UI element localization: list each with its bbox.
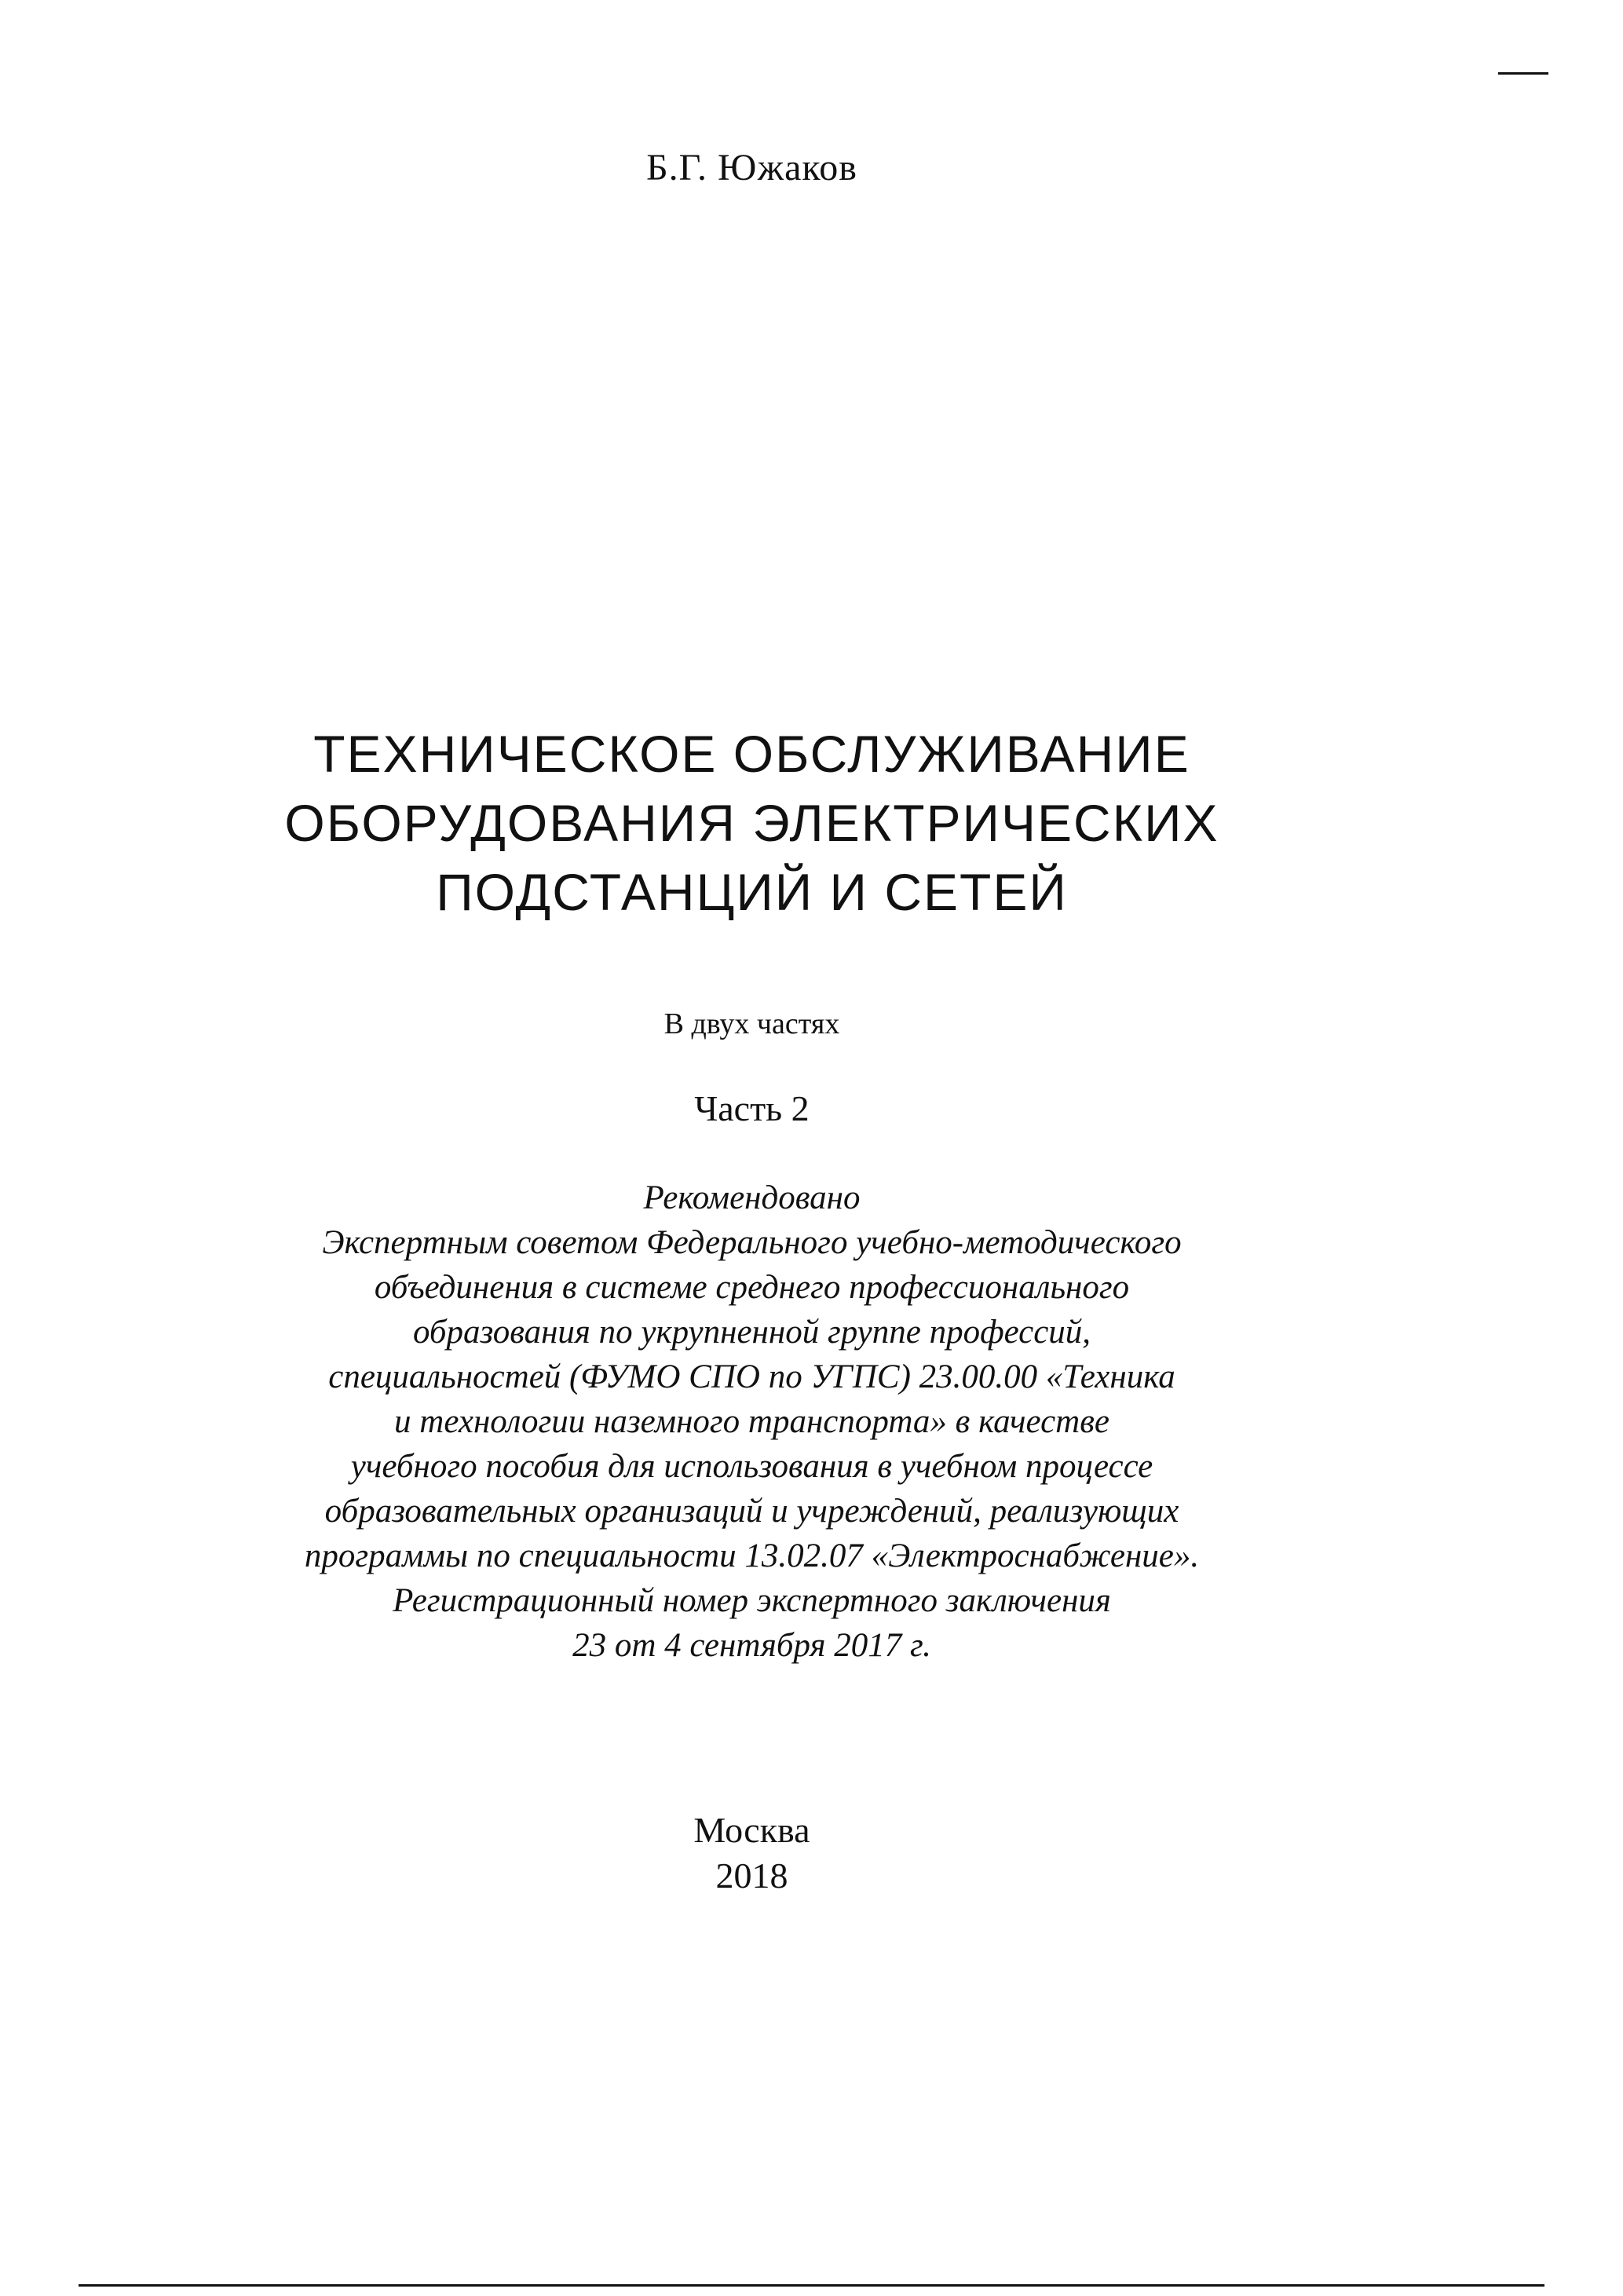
volume-label: Часть 2: [694, 1088, 810, 1128]
author-name: Б.Г. Южаков: [646, 147, 857, 188]
top-rule: [1498, 72, 1548, 75]
recommendation-line: Рекомендовано: [643, 1179, 861, 1216]
recommendation-line: образования по укрупненной группе профессий,: [412, 1314, 1091, 1351]
recommendation-line: и технологии наземного транспорта» в качестве: [394, 1403, 1109, 1440]
recommendation-line: объединения в системе среднего профессионального: [374, 1269, 1130, 1306]
imprint-city: Москва: [693, 1810, 810, 1850]
book-title: [0, 719, 1504, 927]
recommendation-block: [0, 1175, 1504, 1668]
title-line: ОБОРУДОВАНИЯ ЭЛЕКТРИЧЕСКИХ: [284, 794, 1219, 852]
recommendation-line: Регистрационный номер экспертного заключения: [393, 1582, 1111, 1619]
imprint-year: 2018: [715, 1855, 788, 1896]
title-line: ПОДСТАНЦИЙ И СЕТЕЙ: [436, 863, 1068, 921]
bottom-rule: [79, 2284, 1544, 2287]
recommendation-line: Экспертным советом Федерального учебно-методического: [322, 1224, 1182, 1261]
recommendation-line: образовательных организаций и учреждений, реализующих: [324, 1493, 1179, 1530]
title-line: ТЕХНИЧЕСКОЕ ОБСЛУЖИВАНИЕ: [313, 725, 1190, 783]
recommendation-line: учебного пособия для использования в учебном процессе: [350, 1448, 1153, 1485]
recommendation-line: 23 от 4 сентября 2017 г.: [572, 1627, 931, 1664]
parts-note: В двух частях: [663, 1007, 840, 1040]
recommendation-line: специальностей (ФУМО СПО по УГПС) 23.00.00 «Техника: [328, 1358, 1175, 1395]
recommendation-line: программы по специальности 13.02.07 «Электроснабжение».: [304, 1537, 1200, 1574]
